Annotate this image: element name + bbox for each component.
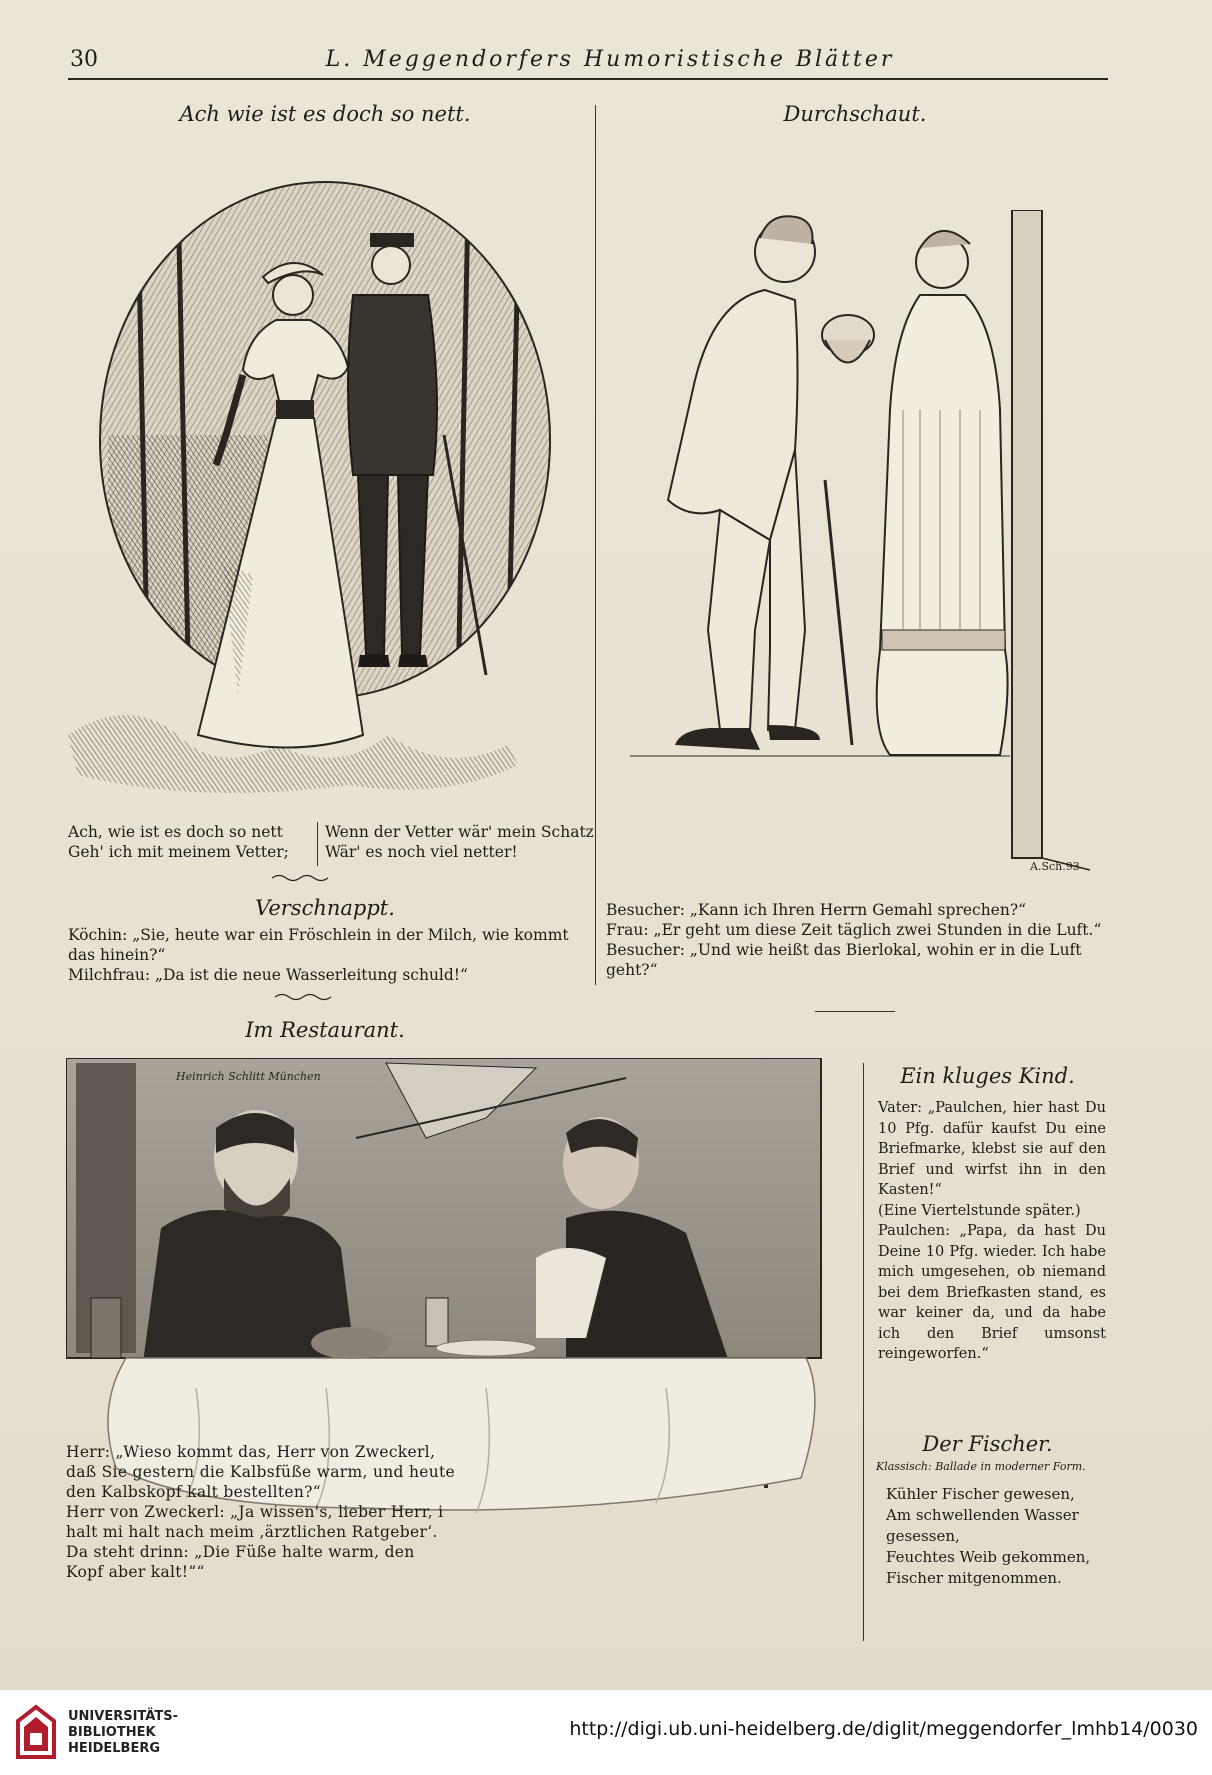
verse-line: Geh' ich mit meinem Vetter; [68, 843, 289, 861]
library-name-line: UNIVERSITÄTS- [68, 1709, 178, 1724]
fischer-title: Der Fischer. [922, 1432, 1053, 1456]
dialogue-line: Vater: „Paulchen, hier hast Du 10 Pfg. dafür kaufst Du eine Briefmarke, klebst sie auf den Brief und wirfst ihn in den Kasten!“ [878, 1100, 1106, 1198]
header-rule [68, 78, 1108, 80]
cartoon-left-verse-left [68, 822, 308, 862]
running-title: L. Meggendorfers Humoristische Blätter [325, 47, 895, 72]
dialogue-line: Herr: „Wieso kommt das, Herr von Zweckerl, daß Sie gestern die Kalbsfüße warm, und heute den Kalbskopf kalt bestellten?“ [66, 1443, 456, 1501]
kluges-kind-title: Ein kluges Kind. [900, 1064, 1075, 1088]
library-name [68, 1709, 178, 1757]
library-name-line: BIBLIOTHEK [68, 1725, 156, 1740]
top-column-rule [595, 105, 596, 985]
digitization-footer [0, 1690, 1212, 1775]
artist-signature: A.Sch.93 [1030, 860, 1080, 873]
ornament-divider [272, 873, 332, 883]
ornament-divider [275, 992, 335, 1002]
source-url-link[interactable]: http://digi.ub.uni-heidelberg.de/diglit/meggendorfer_lmhb14/0030 [569, 1718, 1198, 1740]
poem-line: Feuchtes Weib gekommen, [886, 1548, 1091, 1566]
visitor-woman-illustration [620, 210, 1095, 875]
couple-illustration [48, 135, 593, 805]
restaurant-text [66, 1442, 456, 1582]
verse-line: Ach, wie ist es doch so nett [68, 823, 283, 841]
verschnappt-title: Verschnappt. [255, 896, 395, 920]
verse-divider [317, 822, 318, 866]
dialogue-line: Besucher: „Kann ich Ihren Herrn Gemahl sprechen?“ [606, 901, 1027, 919]
stage-direction: (Eine Viertelstunde später.) [878, 1202, 1081, 1219]
verschnappt-text [68, 925, 580, 985]
dialogue-line: Herr von Zweckerl: „Ja wissen's, lieber Herr, i halt mi halt nach meim ‚ärztlichen Ratgeber‘. Da steht drinn: „Die Füße halte warm, den Kopf aber kalt!““ [66, 1503, 444, 1581]
poem-line: Fischer mitgenommen. [886, 1569, 1062, 1587]
restaurant-title: Im Restaurant. [245, 1018, 405, 1042]
verse-line: Wenn der Vetter wär' mein Schatz [325, 823, 594, 841]
artist-signature: Heinrich Schlitt München [176, 1070, 321, 1083]
library-name-line: HEIDELBERG [68, 1741, 161, 1756]
verse-line: Wär' es noch viel netter! [325, 843, 518, 861]
fischer-subtitle: Klassisch: Ballade in moderner Form. [876, 1460, 1086, 1473]
cartoon-left-title: Ach wie ist es doch so nett. [179, 102, 471, 126]
fischer-poem [886, 1484, 1106, 1589]
dialogue-line: Frau: „Er geht um diese Zeit täglich zwei Stunden in die Luft.“ [606, 921, 1102, 939]
bottom-column-rule [863, 1063, 864, 1641]
dialogue-line: Besucher: „Und wie heißt das Bierlokal, wohin er in die Luft geht?“ [606, 941, 1082, 979]
poem-line: Kühler Fischer gewesen, [886, 1485, 1075, 1503]
dialogue-line: Köchin: „Sie, heute war ein Fröschlein in der Milch, wie kommt das hinein?“ [68, 926, 569, 964]
poem-line: Am schwellenden Wasser gesessen, [886, 1506, 1079, 1545]
cartoon-left-verse-right [325, 822, 595, 862]
cartoon-right-title: Durchschaut. [783, 102, 927, 126]
page-number: 30 [70, 47, 98, 72]
dialogue-line: Paulchen: „Papa, da hast Du Deine 10 Pfg. wieder. Ich habe mich umgesehen, ob niemand bei dem Briefkasten stand, es war keiner da, und da habe ich den Brief umsonst reingeworfen.“ [878, 1223, 1106, 1362]
durchschaut-text [606, 900, 1106, 980]
kluges-kind-text [878, 1098, 1106, 1365]
university-library-logo-icon [14, 1703, 58, 1761]
dialogue-line: Milchfrau: „Da ist die neue Wasserleitung schuld!“ [68, 966, 468, 984]
short-rule [815, 1011, 895, 1012]
